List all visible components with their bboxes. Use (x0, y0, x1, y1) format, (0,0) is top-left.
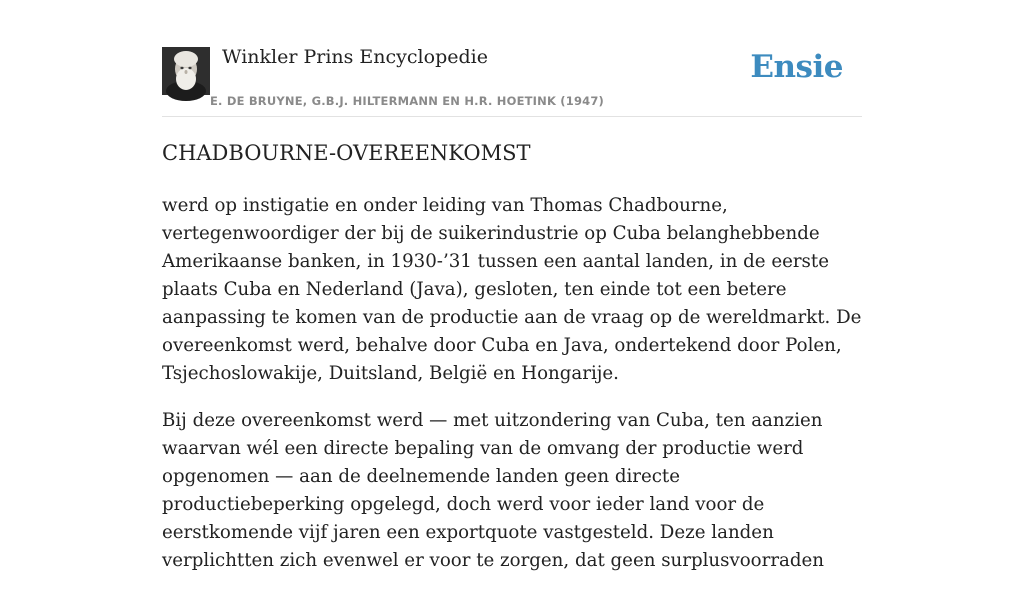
authors-line: E. DE BRUYNE, G.B.J. HILTERMANN EN H.R. HOETINK (1947) (210, 94, 605, 108)
author-avatar (162, 47, 210, 95)
article-title: CHADBOURNE-OVEREENKOMST (162, 141, 531, 165)
article-body (162, 192, 862, 594)
article-paragraph: werd op instigatie en onder leiding van Thomas Chadbourne, vertegenwoordiger der bij de suikerindustrie op Cuba belanghebbende Amerikaanse banken, in 1930-’31 tussen een aantal landen, in de eerste plaats Cuba en Nederland (Java), gesloten, ten einde tot een betere aanpassing te komen van de productie aan de vraag op de wereldmarkt. De overeenkomst werd, behalve door Cuba en Java, ondertekend door Polen, Tsjechoslowakije, Duitsland, België en Hongarije. (162, 195, 862, 384)
article-paragraph: Bij deze overeenkomst werd — met uitzondering van Cuba, ten aanzien waarvan wél een directe bepaling van de omvang der productie werd opgenomen — aan de deelnemende landen geen directe productiebeperking opgelegd, doch werd voor ieder land voor de eerstkomende vijf jaren een exportquote vastgesteld. Deze landen verplichtten zich evenwel er voor te zorgen, dat geen surplusvoorraden (162, 410, 824, 571)
portrait-avatar-icon (162, 47, 210, 95)
site-title[interactable]: Winkler Prins Encyclopedie (222, 46, 488, 68)
site-header (162, 44, 862, 117)
brand-logo[interactable]: Ensie (750, 49, 843, 85)
